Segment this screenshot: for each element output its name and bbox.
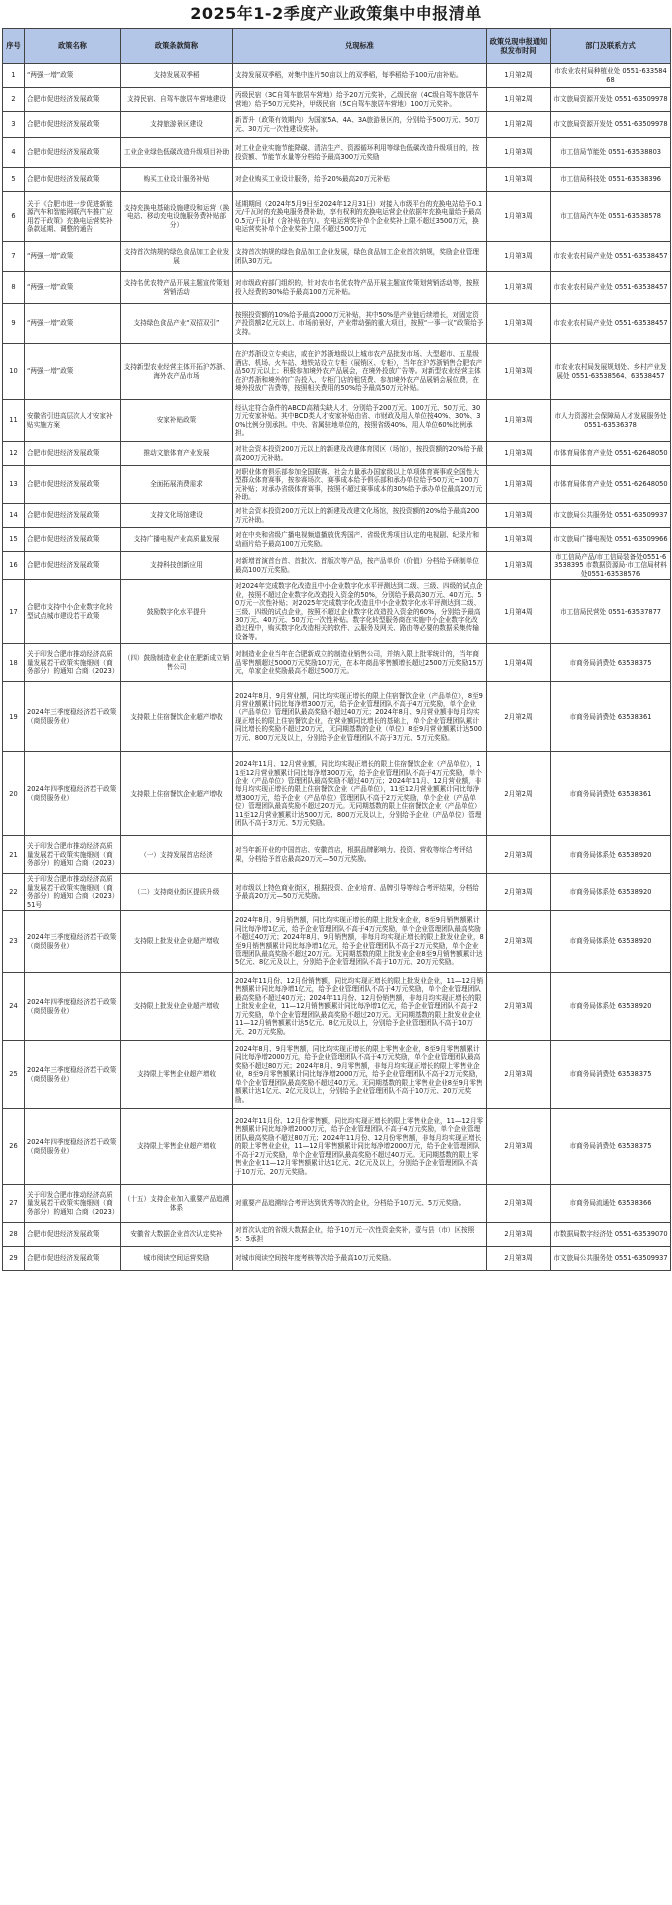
cell-no: 24: [3, 973, 25, 1041]
cell-standard: 对制造业企业当年在合肥新成立的制造业销售公司，并纳入限上批零统计的，当年商品零售额超过5000万元奖励10万元，在本年商品零售额增长超过2500万元奖励15万元，单家企业奖励最高不超过500万元。: [233, 644, 487, 682]
cell-no: 20: [3, 752, 25, 836]
table-row: [3, 400, 671, 442]
cell-standard: 丙级民宿（3C自驾车旅居车营地）给予20万元奖补，乙级民宿（4C级自驾车旅居车营地）给予50万元奖补，甲级民宿（5C自驾车旅居车营地）100万元奖补。: [233, 88, 487, 112]
cell-clause: 支持绿色食品产业“双招双引”: [121, 304, 233, 344]
cell-standard: 对工业企业实施节能降碳、清洁生产、资源循环利用等绿色低碳改造升级项目的，按投资额、节能节水量等分档给予最高300万元奖励: [233, 138, 487, 168]
cell-time: 2月第3周: [487, 973, 551, 1041]
cell-no: 17: [3, 580, 25, 644]
cell-policy-name: 2024年四季度稳经济若干政策（商贸服务业）: [25, 1109, 121, 1185]
table-row: [3, 682, 671, 752]
cell-dept: 市工信局民营处 0551-63537877: [551, 580, 671, 644]
cell-clause: 支持科技创新应用: [121, 552, 233, 580]
cell-standard: 对城市阅读空间按年度考核等次给予最高10万元奖励。: [233, 1247, 487, 1271]
cell-dept: 市体育局体育产业处 0551-62648050: [551, 466, 671, 504]
table-row: [3, 88, 671, 112]
cell-dept: 市商务局体系处 63538920: [551, 836, 671, 874]
cell-standard: 对首次认定的省级大数据企业，给予10万元一次性资金奖补，壹与县（市）区按照5：5承担: [233, 1223, 487, 1247]
cell-clause: 鼓励数字化水平提升: [121, 580, 233, 644]
cell-standard: 对企业购买工业设计服务，给予20%最高20万元补贴: [233, 168, 487, 192]
cell-dept: 市文旅局公共服务处 0551-63509937: [551, 1247, 671, 1271]
cell-dept: 市农业农村局产业处 0551-63538457: [551, 242, 671, 272]
table-row: [3, 644, 671, 682]
cell-standard: 2024年8月、9月营业额，同比均实现正增长的限上住宿餐饮企业（产品单位），8至9月营业额累计同比每净增300万元，给予企业管理团队不高于4万元奖励，单个企业（产品单位）管理团队最高奖励不超过40万元；2024年8月、9月营业额非每月均实现正增长的限上住宿餐饮企业，在营业额同比增长的基础上，单个企业管理团队累计同比增长的奖励不超过20万元，无同期基数的企业（单位）8至9月营业额累计达500万元、800万元及以上，分别给予企业管理团队不高于3万元、5万元奖励。: [233, 682, 487, 752]
cell-policy-name: “两强一增”政策: [25, 304, 121, 344]
cell-no: 7: [3, 242, 25, 272]
cell-standard: 2024年8月、9月销售额，同比均实现正增长的限上批发业企业，8至9月销售额累计同比每净增1亿元，给予企业管理团队不高于4万元奖励，单个企业管理团队最高奖励不超过40万元；2024年8月、9月销售额，非每月均实现正增长的限上批发业企业，8至9月销售额累计同比每净增1亿元，给予企业管理团队不高于2万元奖励，单个企业管理团队最高奖励不超过20万元。无同期基数的限上批发业企业8至9月销售额累计达5亿元、8亿元及以上，分别给予企业管理团队不高于10万元、20万元奖励。: [233, 911, 487, 973]
table-row: [3, 1041, 671, 1109]
cell-dept: 市商务局体系处 63538920: [551, 973, 671, 1041]
cell-clause: 全面拓展消费需求: [121, 466, 233, 504]
cell-standard: 在沪苏浙设立专卖店，或在沪苏浙地级以上城市农产品批发市场、大型超市、五星级酒店、机场、火车站、地铁站设立专柜（展销区、专柜），当年在沪苏浙销售合肥农产品50万元以上；积极参加境外农产品展会，在境外投放广告等。对新型农业经营主体在沪苏浙和境外的广告投入、专柜门店的租赁费、参加境外农产品展销会展位费，在境外投放广告费等，按照相关费用的50%给予最高50万元补贴。: [233, 344, 487, 400]
table-row: [3, 1247, 671, 1271]
cell-time: 2月第3周: [487, 1223, 551, 1247]
cell-standard: 按照投资额的10%给予最高2000万元补贴，其中50%是产业链后续增长，对固定资产投资额2亿元以上、市场前景好，产业带动强的重大项目，按照“一事一议”政策给予支持。: [233, 304, 487, 344]
cell-time: 2月第3周: [487, 836, 551, 874]
cell-time: 2月第3周: [487, 1109, 551, 1185]
table-row: [3, 836, 671, 874]
cell-clause: 购买工业设计服务补贴: [121, 168, 233, 192]
cell-dept: 市工信局科技处 0551-63538396: [551, 168, 671, 192]
cell-policy-name: 合肥市促进经济发展政策: [25, 466, 121, 504]
cell-dept: 市农业农村局发展规划处、乡村产业发展处 0551-63538564、63538457: [551, 344, 671, 400]
cell-dept: 市商务局流通处 63538366: [551, 1185, 671, 1223]
table-row: [3, 64, 671, 88]
table-row: [3, 528, 671, 552]
cell-no: 26: [3, 1109, 25, 1185]
cell-no: 27: [3, 1185, 25, 1223]
table-row: [3, 168, 671, 192]
cell-clause: 支持新型农业经营主体开拓沪苏浙、海外农产品市场: [121, 344, 233, 400]
cell-clause: 支持广播电视产业高质量发展: [121, 528, 233, 552]
cell-clause: 支持限上住宿餐饮企业超产增收: [121, 752, 233, 836]
table-row: [3, 1223, 671, 1247]
cell-policy-name: 合肥市促进经济发展政策: [25, 1247, 121, 1271]
cell-clause: （二）支持商业街区提质升级: [121, 874, 233, 911]
col-header-time: 政策兑现申报通知拟发布时间: [487, 29, 551, 64]
table-row: [3, 344, 671, 400]
policy-table: [2, 28, 671, 1271]
cell-standard: 对社会资本投资200万元以上的新建及改建文化场馆，按投资额的20%给予最高200万元补助。: [233, 504, 487, 528]
cell-clause: 支持限上住宿餐饮企业超产增收: [121, 682, 233, 752]
cell-policy-name: “两强一增”政策: [25, 64, 121, 88]
cell-dept: 市商务局消费处 63538361: [551, 752, 671, 836]
cell-no: 23: [3, 911, 25, 973]
table-row: [3, 242, 671, 272]
cell-no: 22: [3, 874, 25, 911]
cell-standard: 对在中央和省级广播电视频道播放优秀国产、省级优秀项目认定的电视剧、纪录片和动画片给予最高100万元奖励。: [233, 528, 487, 552]
cell-time: 1月第3周: [487, 552, 551, 580]
table-row: [3, 752, 671, 836]
table-row: [3, 504, 671, 528]
cell-policy-name: 关于《合肥市进一步促进新能源汽车和智能网联汽车推广应用若干政策》充换电运营奖补条款延期、调整的通告: [25, 192, 121, 242]
cell-clause: 工业企业绿色低碳改造升级项目补助: [121, 138, 233, 168]
cell-policy-name: 关于印发合肥市推动经济高质量发展若干政策实施细则（商务部分）的通知 合商（2023）: [25, 1185, 121, 1223]
cell-dept: 市商务局消费处 63538375: [551, 1109, 671, 1185]
cell-clause: 支持发展双季稻: [121, 64, 233, 88]
cell-dept: 市人力资源社会保障局人才发展服务处 0551-63536378: [551, 400, 671, 442]
cell-no: 11: [3, 400, 25, 442]
cell-clause: 推动文旅体育产业发展: [121, 442, 233, 466]
cell-standard: 延期期间（2024年5月9日至2024年12月31日）对接入市级平台的充换电站给予0.1元/千瓦时的充换电服务费补助，享有权利的充换电运营企业依据年充换电量给予最高0.5元/千瓦时（含补贴在内）。充电运营奖补单个企业奖补上限不超过3500万元，换电运营奖补单个企业奖补上限不超过500万元: [233, 192, 487, 242]
cell-standard: 2024年11月份、12月份零售额，同比均实现正增长的限上零售业企业，11—12月零售额累计同比每净增2000万元，给予企业管理团队不高于4万元奖励，单个企业管理团队最高奖励不超过80万元；2024年11月份、12月份零售额，非每月均实现正增长的限上零售业企业，11—12月零售额累计同比每净增2000万元，给予企业管理团队不高于2万元奖励，单个企业管理团队最高奖励不超过40万元。无同期基数的限上零售业企业11—12月零售额累计达1亿元、2亿元及以上，分别给予企业管理团队不高于10万元、20万元奖励。: [233, 1109, 487, 1185]
cell-clause: 支持限上零售企业超产增收: [121, 1109, 233, 1185]
cell-dept: 市文旅局广播电视处 0551-63509966: [551, 528, 671, 552]
cell-clause: 支持文化场馆建设: [121, 504, 233, 528]
cell-policy-name: 合肥市促进经济发展政策: [25, 504, 121, 528]
cell-time: 2月第2周: [487, 682, 551, 752]
cell-clause: 安徽省大数据企业首次认定奖补: [121, 1223, 233, 1247]
cell-standard: 经认定符合条件的ABCD高精尖缺人才，分别给予200万元、100万元、50万元、30万元安家补贴。其中BCD类人才安家补贴由省、市财政及用人单位按40%、30%、30%比例分别承担。中央、省属驻地单位的，按照省级40%、用人单位60%比例承担。: [233, 400, 487, 442]
cell-standard: 对当年新开业的中国首店、安徽首店，根据品牌影响力、投资、营收等综合考评结果，分档给予首店最高20万元—50万元奖励。: [233, 836, 487, 874]
cell-no: 21: [3, 836, 25, 874]
cell-policy-name: 2024年三季度稳经济若干政策（商贸服务业）: [25, 682, 121, 752]
cell-policy-name: “两强一增”政策: [25, 344, 121, 400]
cell-dept: 市商务局体系处 63538920: [551, 874, 671, 911]
cell-time: 1月第2周: [487, 88, 551, 112]
cell-clause: （四）鼓励制造业企业在肥新成立销售公司: [121, 644, 233, 682]
cell-standard: 对市级政府部门组织的，针对农市名优农特产品开展主题宣传策划营销活动等，按照投入经费的30%给予最高100万元补贴。: [233, 272, 487, 304]
cell-time: 2月第3周: [487, 911, 551, 973]
cell-time: 1月第3周: [487, 504, 551, 528]
cell-time: 1月第4周: [487, 644, 551, 682]
cell-time: 2月第3周: [487, 874, 551, 911]
table-row: [3, 304, 671, 344]
cell-standard: 对重要产品追溯综合考评达到优秀等次的企业，分档给予10万元、5万元奖励。: [233, 1185, 487, 1223]
cell-clause: 安家补贴政策: [121, 400, 233, 442]
cell-standard: 新晋升（政策有效期内）为国家5A、4A、3A旅游景区的，分别给予500万元、50万元、30万元一次性建设奖补。: [233, 112, 487, 138]
cell-time: 1月第3周: [487, 344, 551, 400]
cell-no: 3: [3, 112, 25, 138]
cell-policy-name: 关于印发合肥市推动经济高质量发展若干政策实施细则（商务部分）的通知 合商（2023）: [25, 836, 121, 874]
cell-clause: 支持限上零售企业超产增收: [121, 1041, 233, 1109]
cell-dept: 市农业农村局产业处 0551-63538457: [551, 304, 671, 344]
cell-no: 29: [3, 1247, 25, 1271]
cell-time: 1月第3周: [487, 442, 551, 466]
table-row: [3, 552, 671, 580]
cell-time: 1月第2周: [487, 64, 551, 88]
cell-time: 1月第3周: [487, 272, 551, 304]
cell-clause: 支持名优农特产品开展主题宣传策划营销活动: [121, 272, 233, 304]
cell-policy-name: 关于印发合肥市推动经济高质量发展若干政策实施细则（商务部分）的通知 合商（2023）51号: [25, 874, 121, 911]
page-title: 2025年1-2季度产业政策集中申报清单: [190, 4, 482, 23]
cell-dept: 市数据局数字经济处 0551-63539070: [551, 1223, 671, 1247]
cell-policy-name: “两强一增”政策: [25, 272, 121, 304]
cell-no: 16: [3, 552, 25, 580]
table-row: [3, 466, 671, 504]
cell-policy-name: 合肥市促进经济发展政策: [25, 528, 121, 552]
cell-clause: （一）支持发展首店经济: [121, 836, 233, 874]
cell-policy-name: 合肥市促进经济发展政策: [25, 88, 121, 112]
cell-time: 1月第2周: [487, 112, 551, 138]
cell-policy-name: 关于印发合肥市推动经济高质量发展若干政策实施细则（商务部分）的通知 合商（2023）: [25, 644, 121, 682]
cell-dept: 市商务局消费处 63538375: [551, 1041, 671, 1109]
cell-no: 1: [3, 64, 25, 88]
col-header-dept: 部门及联系方式: [551, 29, 671, 64]
cell-time: 2月第3周: [487, 1185, 551, 1223]
table-row: [3, 580, 671, 644]
cell-dept: 市农业农村局种植业处 0551-63358468: [551, 64, 671, 88]
cell-standard: 对市级以上特色商业街区，根据投资、企业培育、品牌引导等综合考评结果，分档给予最高20万元—50万元奖励。: [233, 874, 487, 911]
cell-standard: 对新增首演首台首、首批次、首版次等产品，按产品单价（价值）分档给予研制单位最高100万元奖励。: [233, 552, 487, 580]
col-header-no: 序号: [3, 29, 25, 64]
cell-dept: 市文旅局资源开发处 0551-63509978: [551, 112, 671, 138]
col-header-policy-name: 政策名称: [25, 29, 121, 64]
cell-no: 28: [3, 1223, 25, 1247]
cell-time: 1月第4周: [487, 580, 551, 644]
cell-clause: 支持限上批发业企业超产增收: [121, 911, 233, 973]
table-row: [3, 112, 671, 138]
cell-standard: 2024年8月、9月零售额，同比均实现正增长的限上零售业企业，8至9月零售额累计同比每净增2000万元，给予企业管理团队不高于4万元奖励，单个企业管理团队最高奖励不超过80万元；2024年8月、9月零售额，非每月均实现正增长的限上零售业企业，8至9月零售额累计同比每净增2000万元，给予企业管理团队不高于2万元奖励，单个企业管理团队最高奖励不超过40万元。无同期基数的限上零售业企业8至9月零售额累计达1亿元、2亿元及以上，分别给予企业管理团队不高于10万元、20万元奖励。: [233, 1041, 487, 1109]
cell-no: 8: [3, 272, 25, 304]
cell-dept: 市工信局节能处 0551-63538803: [551, 138, 671, 168]
cell-standard: 2024年11月份、12月份销售额，同比均实现正增长的限上批发业企业，11—12月销售额累计同比每净增1亿元，给予企业管理团队不高于4万元奖励，单个企业管理团队最高奖励不超过40万元；2024年11月份、12月份销售额，非每月均实现正增长的限上批发业企业，11—12月销售额累计同比每净增1亿元，给予企业管理团队不高于2万元奖励，单个企业管理团队最高奖励不超过20万元。无同期基数的限上批发业企业11—12月销售额累计达5亿元、8亿元及以上，分别给予企业管理团队不高于10万元、20万元奖励。: [233, 973, 487, 1041]
cell-dept: 市体育局体育产业处 0551-62648050: [551, 442, 671, 466]
table-row: [3, 911, 671, 973]
cell-clause: 支持首次纳规的绿色食品加工企业发展: [121, 242, 233, 272]
cell-no: 10: [3, 344, 25, 400]
cell-policy-name: 合肥市促进经济发展政策: [25, 168, 121, 192]
cell-policy-name: 合肥市促进经济发展政策: [25, 138, 121, 168]
cell-dept: 市商务局体系处 63538920: [551, 911, 671, 973]
cell-standard: 对社会资本投资200万元以上的新建及改建体育园区（场馆），按投资额的20%给予最高200万元补助。: [233, 442, 487, 466]
cell-time: 1月第3周: [487, 168, 551, 192]
cell-clause: （十五）支持企业加入重要产品追溯体系: [121, 1185, 233, 1223]
cell-standard: 对职业体育俱乐部参加全国联赛、社会力量承办国家级以上单项体育赛事或全国性大型群众体育赛事，按参赛场次、赛事成本给予俱乐部和承办单位给予50万元~100万元补贴；对承办省级体育赛事，按照不超过赛事成本的30%给予承办单位最高20万元补助。: [233, 466, 487, 504]
cell-time: 1月第3周: [487, 242, 551, 272]
cell-time: 1月第3周: [487, 304, 551, 344]
cell-time: 2月第2周: [487, 752, 551, 836]
cell-time: 2月第3周: [487, 1041, 551, 1109]
table-row: [3, 973, 671, 1041]
cell-clause: 支持限上批发业企业超产增收: [121, 973, 233, 1041]
cell-policy-name: 2024年四季度稳经济若干政策（商贸服务业）: [25, 973, 121, 1041]
cell-policy-name: 安徽省引进高层次人才安家补贴实施方案: [25, 400, 121, 442]
cell-no: 2: [3, 88, 25, 112]
cell-policy-name: 合肥市促进经济发展政策: [25, 552, 121, 580]
cell-policy-name: 2024年三季度稳经济若干政策（商贸服务业）: [25, 911, 121, 973]
cell-no: 6: [3, 192, 25, 242]
cell-standard: 支持首次纳规的绿色食品加工企业发展，绿色食品加工企业首次纳规，奖励企业管理团队30万元。: [233, 242, 487, 272]
cell-no: 15: [3, 528, 25, 552]
table-row: [3, 192, 671, 242]
cell-time: 1月第3周: [487, 466, 551, 504]
cell-no: 25: [3, 1041, 25, 1109]
cell-no: 9: [3, 304, 25, 344]
cell-policy-name: 合肥市促进经济发展政策: [25, 112, 121, 138]
cell-dept: 市商务局消费处 63538361: [551, 682, 671, 752]
cell-no: 14: [3, 504, 25, 528]
cell-standard: 2024年11月、12月营业额，同比均实现正增长的限上住宿餐饮企业（产品单位），11至12月营业额累计同比每净增300万元，给予企业管理团队不高于4万元奖励，单个企业（产品单位）管理团队最高奖励不超过40万元；2024年11月、12月营业额，非每月均实现正增长的限上住宿餐饮企业（产品单位），11至12月营业额累计同比每净增300万元，给予企业（产品单位）管理团队不高于2万元奖励，单个企业（产品单位）管理团队最高奖励不超过20万元。无同期基数的限上住宿餐饮企业（产品单位）11至12月营业额累计达500万元、800万元及以上，分别给予企业（产品单位）管理团队不高于3万元、5万元奖励。: [233, 752, 487, 836]
cell-policy-name: 合肥市支持中小企业数字化转型试点城市建设若干政策: [25, 580, 121, 644]
table-row: [3, 138, 671, 168]
cell-clause: 支持民宿、自驾车旅居车营地建设: [121, 88, 233, 112]
cell-time: 1月第3周: [487, 192, 551, 242]
cell-dept: 市农业农村局产业处 0551-63538457: [551, 272, 671, 304]
cell-policy-name: “两强一增”政策: [25, 242, 121, 272]
cell-no: 18: [3, 644, 25, 682]
cell-no: 12: [3, 442, 25, 466]
cell-dept: 市文旅局公共服务处 0551-63509937: [551, 504, 671, 528]
cell-time: 1月第3周: [487, 528, 551, 552]
cell-policy-name: 合肥市促进经济发展政策: [25, 442, 121, 466]
cell-dept: 市商务局消费处 63538375: [551, 644, 671, 682]
cell-standard: 支持发展双季稻，对集中连片50亩以上的双季稻，每季稻给予100元/亩补贴。: [233, 64, 487, 88]
cell-no: 13: [3, 466, 25, 504]
cell-standard: 对2024年完成数字化改造且中小企业数字化水平评测达到二级、三级、四级的试点企业，按照不超过企业数字化改造投入资金的50%，分别给予最高30万元、40万元、50万元一次性补贴；对2025年完成数字化改造且中小企业数字化水平评测达到二级、三级、四级的试点企业，按照不超过企业数字化改造投入资金的60%，分别给予最高30万元、40万元、50万元一次性补贴。数字化转型服务商在实施中小企业数字化改造过程中，购买数字化改造相关的软件、云服务及网关、路由等必要的数据采集传输设备等。: [233, 580, 487, 644]
cell-no: 5: [3, 168, 25, 192]
cell-dept: 市文旅局资源开发处 0551-63509978: [551, 88, 671, 112]
table-row: [3, 1185, 671, 1223]
cell-clause: 支持旅游景区建设: [121, 112, 233, 138]
table-header-row: [3, 29, 671, 64]
cell-policy-name: 2024年四季度稳经济若干政策（商贸服务业）: [25, 752, 121, 836]
table-row: [3, 1109, 671, 1185]
col-header-standard: 兑现标准: [233, 29, 487, 64]
table-row: [3, 442, 671, 466]
cell-dept: 市工信局汽车处 0551-63538578: [551, 192, 671, 242]
table-row: [3, 874, 671, 911]
col-header-clause: 政策条款简称: [121, 29, 233, 64]
cell-policy-name: 合肥市促进经济发展政策: [25, 1223, 121, 1247]
cell-dept: 市工信局产品/市工信局装备处0551-63538395 市数据资源局·市工信局材料处0551-63538576: [551, 552, 671, 580]
cell-clause: 城市阅读空间运营奖励: [121, 1247, 233, 1271]
table-row: [3, 272, 671, 304]
cell-time: 1月第3周: [487, 400, 551, 442]
cell-clause: 支持充换电基础设施建设和运营（换电站、移动充电设施服务费补贴部分）: [121, 192, 233, 242]
cell-no: 4: [3, 138, 25, 168]
cell-no: 19: [3, 682, 25, 752]
cell-time: 1月第3周: [487, 138, 551, 168]
cell-policy-name: 2024年三季度稳经济若干政策（商贸服务业）: [25, 1041, 121, 1109]
cell-time: 2月第3周: [487, 1247, 551, 1271]
